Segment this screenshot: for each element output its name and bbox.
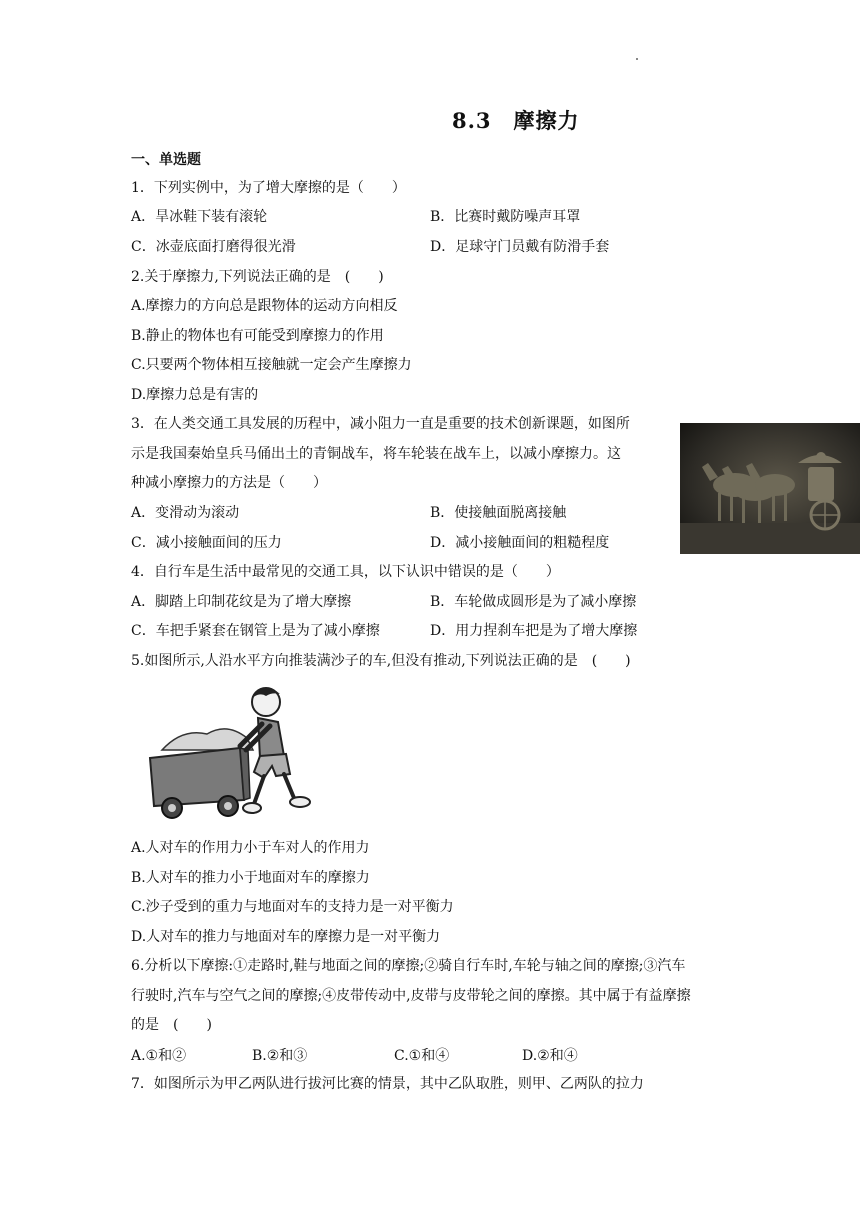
q4-option-a: A．脚踏上印制花纹是为了增大摩擦 <box>131 594 352 610</box>
q3-option-d: D．减小接触面间的粗糙程度 <box>430 535 610 551</box>
q3-stem-line-2: 示是我国秦始皇兵马俑出土的青铜战车，将车轮装在战车上，以减小摩擦力。这 <box>131 446 621 462</box>
q6-option-a: A.①和② <box>131 1048 187 1064</box>
q6-stem-line-2: 行驶时,汽车与空气之间的摩擦;④皮带传动中,皮带与皮带轮之间的摩擦。其中属于有益摩擦 <box>131 988 691 1004</box>
q1-option-d: D．足球守门员戴有防滑手套 <box>430 239 610 255</box>
section-heading: 一、单选题 <box>131 152 201 168</box>
page-title: 8.3 摩擦力 <box>452 108 580 133</box>
q2-option-b: B.静止的物体也有可能受到摩擦力的作用 <box>131 328 384 344</box>
q1-stem: 1．下列实例中，为了增大摩擦的是（ ） <box>131 180 406 196</box>
q7-stem: 7．如图所示为甲乙两队进行拔河比赛的情景，其中乙队取胜，则甲、乙两队的拉力 <box>131 1076 644 1092</box>
q3-option-a: A．变滑动为滚动 <box>131 505 240 521</box>
chariot-illustration <box>680 423 860 554</box>
q6-option-b: B.②和③ <box>252 1048 308 1064</box>
q3-stem-line-1: 3．在人类交通工具发展的历程中，减小阻力一直是重要的技术创新课题，如图所 <box>131 416 630 432</box>
q1-option-c: C．冰壶底面打磨得很光滑 <box>131 239 296 255</box>
q5-option-b: B.人对车的推力小于地面对车的摩擦力 <box>131 870 370 886</box>
q4-option-b: B．车轮做成圆形是为了减小摩擦 <box>430 594 637 610</box>
q6-option-c: C.①和④ <box>394 1048 450 1064</box>
q6-stem-line-1: 6.分析以下摩擦:①走路时,鞋与地面之间的摩擦;②骑自行车时,车轮与轴之间的摩擦;③汽车 <box>131 958 686 974</box>
q3-stem-line-3: 种减小摩擦力的方法是（ ） <box>131 475 327 491</box>
q4-option-c: C．车把手紧套在钢管上是为了减小摩擦 <box>131 623 380 639</box>
q2-option-d: D.摩擦力总是有害的 <box>131 387 259 403</box>
page-mark <box>636 58 638 60</box>
q2-option-c: C.只要两个物体相互接触就一定会产生摩擦力 <box>131 357 412 373</box>
q5-option-d: D.人对车的推力与地面对车的摩擦力是一对平衡力 <box>131 929 441 945</box>
q4-option-d: D．用力捏刹车把是为了增大摩擦 <box>430 623 638 639</box>
q2-option-a: A.摩擦力的方向总是跟物体的运动方向相反 <box>131 298 398 314</box>
cart-illustration <box>140 680 340 825</box>
q1-option-a: A．旱冰鞋下装有滚轮 <box>131 209 268 225</box>
q6-stem-line-3: 的是 ( ) <box>131 1017 212 1033</box>
q3-option-c: C．减小接触面间的压力 <box>131 535 282 551</box>
q3-option-b: B．使接触面脱离接触 <box>430 505 567 521</box>
boy-pushing-cart-figure <box>140 680 340 825</box>
q5-option-a: A.人对车的作用力小于车对人的作用力 <box>131 840 370 856</box>
q1-option-b: B．比赛时戴防噪声耳罩 <box>430 209 581 225</box>
bronze-chariot-photo <box>680 423 860 554</box>
q2-stem: 2.关于摩擦力,下列说法正确的是 ( ) <box>131 269 384 285</box>
q6-option-d: D.②和④ <box>522 1048 578 1064</box>
q5-option-c: C.沙子受到的重力与地面对车的支持力是一对平衡力 <box>131 899 454 915</box>
q5-stem: 5.如图所示,人沿水平方向推装满沙子的车,但没有推动,下列说法正确的是 ( ) <box>131 653 631 669</box>
q4-stem: 4．自行车是生活中最常见的交通工具，以下认识中错误的是（ ） <box>131 564 560 580</box>
